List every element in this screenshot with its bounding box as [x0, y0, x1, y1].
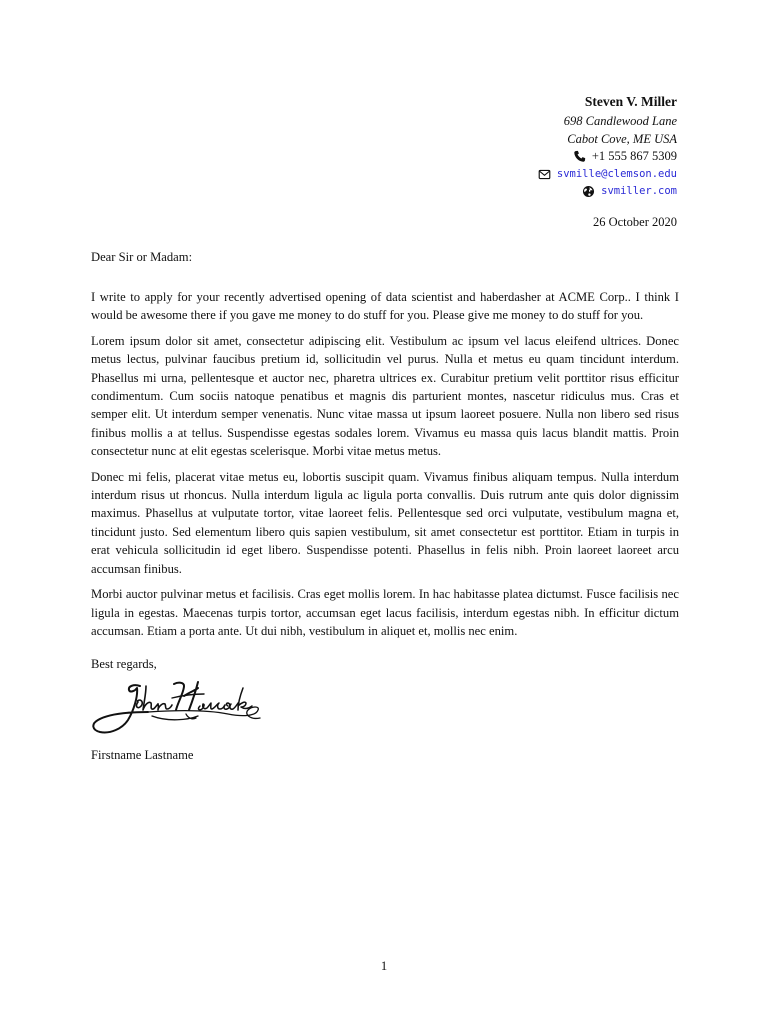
paragraph: Lorem ipsum dolor sit amet, consectetur adipiscing elit. Vestibulum ac ipsum vel lacus eleifend ultrices. Donec metus lectus, pulvinar faucibus pretium id, sollicitudin vel purus. Nulla et metus eu quam tincidunt interdum. Phasellus mi urna, pellentesque et auctor nec, pharetra ultrices ex. Curabitur pretium velit porttitor risus efficitur condimentum. Cum sociis natoque penatibus et magnis dis parturient montes, nascetur ridiculus mus. Cras et semper elit. Ut interdum semper venenatis. Nunc vitae massa ut ipsum laoreet posuere. Nulla non libero sed risus finibus mollis a at tellus. Suspendisse egestas sodales lorem. Vivamus eu massa quis lacus blandit mattis. Proin consectetur nunc at elit egestas scelerisque. Morbi vitae metus metus.	[91, 333, 679, 459]
closing: Best regards,	[91, 657, 157, 671]
sender-phone: +1 555 867 5309	[591, 149, 677, 163]
letter-date: 26 October 2020	[592, 215, 677, 229]
paragraph: I write to apply for your recently advertised opening of data scientist and haberdasher at ACME Corp.. I think I would be awesome there if you gave me money to do stuff for you. Please give me money to do stuff for you.	[91, 290, 679, 323]
envelope-icon	[538, 168, 551, 181]
sender-address-line1: 698 Candlewood Lane	[563, 114, 677, 128]
sender-name: Steven V. Miller	[584, 94, 677, 109]
salutation: Dear Sir or Madam:	[91, 250, 193, 264]
sender-email-row	[538, 166, 677, 184]
sender-email-link[interactable]: svmille@clemson.edu	[556, 167, 677, 180]
sender-website-row	[538, 183, 677, 201]
sender-block	[538, 92, 677, 201]
handwritten-signature	[88, 676, 270, 736]
paragraph: Morbi auctor pulvinar metus et facilisis. Cras eget mollis lorem. In hac habitasse platea dictumst. Fusce facilisis nec ligula in egestas. Maecenas turpis tortor, accumsan eget lacus facilisis, interdum egestas nibh. In efficitur dictum accumsan. Etiam a porta ante. Ut dui nibh, vestibulum in aliquet et, mollis nec enim.	[91, 587, 679, 638]
sender-phone-row	[538, 148, 677, 166]
globe-icon	[582, 185, 595, 198]
letter-body	[91, 288, 679, 647]
signer-name: Firstname Lastname	[91, 748, 194, 762]
phone-icon	[573, 150, 586, 163]
sender-address-line2: Cabot Cove, ME USA	[567, 131, 677, 146]
sender-website-link[interactable]: svmiller.com	[601, 185, 677, 197]
paragraph: Donec mi felis, placerat vitae metus eu, lobortis suscipit quam. Vivamus finibus aliquam tempus. Nulla interdum interdum risus ut rhoncus. Nulla interdum ligula ac ligula porta convallis. Duis rutrum ante quis dolor dignissim maximus. Phasellus at vulputate tortor, vitae laoreet felis. Pellentesque sed orci vulputate, vestibulum magna et, tincidunt justo. Sed elementum libero quis sapien vestibulum, sit amet consectetur est porttitor. Etiam in turpis in erat vehicula sollicitudin id eget libero. Suspendisse potenti. Phasellus in felis nibh. Proin laoreet laoreet arcu accumsan finibus.	[91, 469, 679, 576]
page-number: 1	[380, 959, 388, 973]
